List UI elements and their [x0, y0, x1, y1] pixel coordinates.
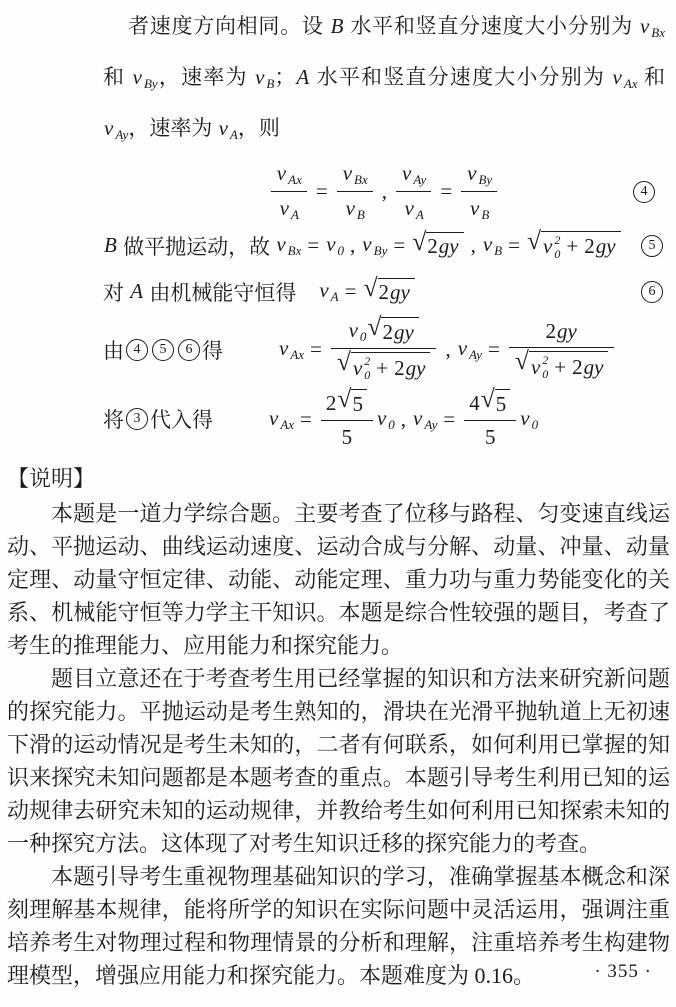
derivation-substitute-3 [103, 383, 665, 452]
equation-5-lead: B 做平抛运动，故 [104, 233, 276, 259]
notes-section [7, 461, 670, 992]
derivation-1-lead: 由 4 5 6 得 [103, 338, 223, 363]
equation-5-tag: 5 [641, 235, 663, 257]
equation-4 [103, 159, 665, 225]
notes-paragraph-1: 本题是一道力学综合题。主要考查了位移与路程、匀变速直线运动、平抛运动、曲线运动速度、运动合成与分解、动量、冲量、动量定理、动量守恒定律、动能、动能定理、重力功与重力势能变化的关系、机械能守恒等力学主干知识。本题是综合性较强的题目，考查了考生的推理能力、应用能力和探究能力。 [7, 501, 670, 658]
circled-number: 3 [126, 408, 148, 430]
equation-6-tag: 6 [641, 281, 663, 303]
sqrt-radical: √ 5 [337, 389, 367, 417]
sqrt-radical: √ v 2 0 + 2 gy [515, 351, 609, 381]
equation-6-lead: 对 A 由机械能守恒得 [103, 279, 297, 305]
equation-6-math: v A = √ 2 gy [318, 278, 416, 305]
circled-number: 5 [152, 339, 174, 361]
sqrt-radical: √ 5 [481, 389, 511, 417]
notes-title: 【说明】 [7, 466, 96, 491]
circled-number: 6 [178, 339, 200, 361]
derivation-2-lead: 将 3 代入得 [103, 408, 213, 433]
derivation-2-math: v Ax = 2 √ 5 5 v 0 , v Ay = 4 √ 5 5 v 0 [269, 383, 539, 449]
solution-block [103, 4, 671, 451]
notes-paragraph-2: 题目立意还在于考查考生用已经掌握的知识和方法来研究新问题的探究能力。平抛运动是考生熟知的，滑块在光滑平抛轨道上无初速下滑的运动情况是考生未知的，二者有何联系，如何利用已掌握的知识来探究未知问题都是本题考查的重点。本题引导考生利用已知的运动规律去研究未知的运动规律，并教给考生如何利用已知探索未知的一种探究方法。这体现了对考生知识迁移的探究能力的考查。 [7, 666, 670, 856]
sqrt-radical: √ v 2 0 + 2 gy [337, 352, 431, 382]
sqrt-radical: √ 2 gy [412, 232, 463, 259]
equation-6 [103, 272, 665, 312]
page-number: · 355 · [594, 961, 652, 982]
sqrt-radical: √ v 2 0 + 2 gy [527, 231, 621, 261]
equation-5-math: v Bx = v 0 , v By = √ 2 gy , v B = √ v 2 0 + 2 gy [275, 231, 621, 261]
equation-5 [103, 225, 665, 267]
equation-4-math: v Ax v A = v Bx v B , v Ay v A = v By v B [268, 159, 500, 225]
derivation-1-math: v Ax = v 0 √ 2 gy √ v 2 0 + 2 gy , v Ay = 2 gy √ v 2 0 + 2 gy [278, 316, 617, 383]
circled-number: 4 [126, 339, 148, 361]
sqrt-radical: √ 2 gy [367, 317, 418, 345]
equation-4-tag: 4 [633, 181, 655, 203]
derivation-from-456 [103, 314, 665, 386]
sqrt-radical: √ 2 gy [363, 278, 414, 305]
notes-paragraph-3: 本题引导考生重视物理基础知识的学习，准确掌握基本概念和深刻理解基本规律，能将所学的知识在实际问题中灵活运用，强调注重培养考生对物理过程和物理情景的分析和理解，注重培养考生构建物理模型，增强应用能力和探究能力。本题难度为 0.16。 [7, 864, 670, 988]
intro-paragraph: 者速度方向相同。设 B 水平和竖直分速度大小分别为 v Bx 和 v By，速率为 v B；A 水平和竖直分速度大小分别为 v Ax 和 v Ay，速率为 v A，则 [103, 14, 671, 142]
